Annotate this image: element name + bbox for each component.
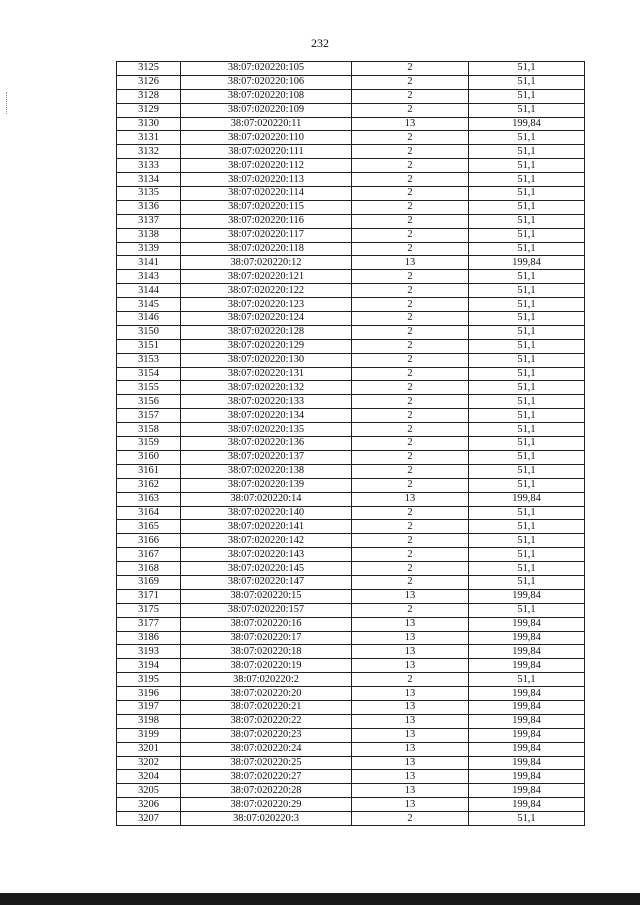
area-cell: 51,1 [469, 242, 585, 256]
row-number-cell: 3168 [117, 562, 181, 576]
area-cell: 51,1 [469, 381, 585, 395]
row-number-cell: 3126 [117, 75, 181, 89]
count-cell: 2 [352, 437, 469, 451]
count-cell: 2 [352, 89, 469, 103]
cadastral-number-cell: 38:07:020220:121 [181, 270, 352, 284]
area-cell: 51,1 [469, 200, 585, 214]
cadastral-number-cell: 38:07:020220:20 [181, 687, 352, 701]
count-cell: 2 [352, 381, 469, 395]
count-cell: 2 [352, 409, 469, 423]
area-cell: 199,84 [469, 617, 585, 631]
count-cell: 13 [352, 756, 469, 770]
table-row [117, 62, 585, 76]
area-cell: 199,84 [469, 645, 585, 659]
cadastral-number-cell: 38:07:020220:112 [181, 159, 352, 173]
area-cell: 51,1 [469, 450, 585, 464]
table-row [117, 131, 585, 145]
row-number-cell: 3199 [117, 728, 181, 742]
table-row [117, 728, 585, 742]
area-cell: 51,1 [469, 173, 585, 187]
cadastral-number-cell: 38:07:020220:137 [181, 450, 352, 464]
cadastral-number-cell: 38:07:020220:105 [181, 62, 352, 76]
area-cell: 51,1 [469, 353, 585, 367]
count-cell: 2 [352, 173, 469, 187]
cadastral-number-cell: 38:07:020220:124 [181, 312, 352, 326]
row-number-cell: 3194 [117, 659, 181, 673]
count-cell: 2 [352, 575, 469, 589]
count-cell: 13 [352, 784, 469, 798]
table-row [117, 631, 585, 645]
count-cell: 2 [352, 75, 469, 89]
area-cell: 51,1 [469, 228, 585, 242]
cadastral-number-cell: 38:07:020220:21 [181, 700, 352, 714]
count-cell: 2 [352, 464, 469, 478]
row-number-cell: 3206 [117, 798, 181, 812]
count-cell: 2 [352, 812, 469, 826]
count-cell: 2 [352, 423, 469, 437]
area-cell: 199,84 [469, 700, 585, 714]
area-cell: 199,84 [469, 659, 585, 673]
area-cell: 51,1 [469, 75, 585, 89]
table-row [117, 464, 585, 478]
table-row [117, 575, 585, 589]
count-cell: 2 [352, 242, 469, 256]
count-cell: 13 [352, 492, 469, 506]
area-cell: 51,1 [469, 423, 585, 437]
row-number-cell: 3136 [117, 200, 181, 214]
count-cell: 2 [352, 131, 469, 145]
cadastral-number-cell: 38:07:020220:133 [181, 395, 352, 409]
cadastral-number-cell: 38:07:020220:18 [181, 645, 352, 659]
area-cell: 199,84 [469, 728, 585, 742]
table-row [117, 548, 585, 562]
row-number-cell: 3201 [117, 742, 181, 756]
table-row [117, 798, 585, 812]
row-number-cell: 3151 [117, 339, 181, 353]
row-number-cell: 3138 [117, 228, 181, 242]
row-number-cell: 3169 [117, 575, 181, 589]
row-number-cell: 3202 [117, 756, 181, 770]
table-row [117, 395, 585, 409]
area-cell: 51,1 [469, 298, 585, 312]
cadastral-number-cell: 38:07:020220:117 [181, 228, 352, 242]
table-row [117, 700, 585, 714]
area-cell: 51,1 [469, 812, 585, 826]
table-row [117, 812, 585, 826]
table-row [117, 117, 585, 131]
area-cell: 199,84 [469, 784, 585, 798]
row-number-cell: 3160 [117, 450, 181, 464]
area-cell: 51,1 [469, 145, 585, 159]
row-number-cell: 3153 [117, 353, 181, 367]
cadastral-number-cell: 38:07:020220:16 [181, 617, 352, 631]
cadastral-number-cell: 38:07:020220:147 [181, 575, 352, 589]
table-row [117, 228, 585, 242]
table-row [117, 312, 585, 326]
count-cell: 2 [352, 214, 469, 228]
table-row [117, 103, 585, 117]
count-cell: 2 [352, 478, 469, 492]
table-row [117, 450, 585, 464]
count-cell: 13 [352, 256, 469, 270]
row-number-cell: 3144 [117, 284, 181, 298]
count-cell: 13 [352, 687, 469, 701]
table-row [117, 478, 585, 492]
area-cell: 51,1 [469, 548, 585, 562]
table-row [117, 492, 585, 506]
row-number-cell: 3125 [117, 62, 181, 76]
table-row [117, 409, 585, 423]
area-cell: 51,1 [469, 603, 585, 617]
row-number-cell: 3150 [117, 325, 181, 339]
row-number-cell: 3137 [117, 214, 181, 228]
row-number-cell: 3130 [117, 117, 181, 131]
table-row [117, 562, 585, 576]
count-cell: 2 [352, 159, 469, 173]
cadastral-number-cell: 38:07:020220:143 [181, 548, 352, 562]
area-cell: 199,84 [469, 687, 585, 701]
table-row [117, 325, 585, 339]
count-cell: 2 [352, 228, 469, 242]
count-cell: 13 [352, 700, 469, 714]
cadastral-number-cell: 38:07:020220:27 [181, 770, 352, 784]
count-cell: 2 [352, 284, 469, 298]
area-cell: 51,1 [469, 284, 585, 298]
count-cell: 2 [352, 187, 469, 201]
area-cell: 51,1 [469, 325, 585, 339]
row-number-cell: 3145 [117, 298, 181, 312]
row-number-cell: 3166 [117, 534, 181, 548]
row-number-cell: 3162 [117, 478, 181, 492]
cadastral-number-cell: 38:07:020220:135 [181, 423, 352, 437]
cadastral-number-cell: 38:07:020220:108 [181, 89, 352, 103]
row-number-cell: 3128 [117, 89, 181, 103]
row-number-cell: 3186 [117, 631, 181, 645]
area-cell: 199,84 [469, 798, 585, 812]
area-cell: 199,84 [469, 756, 585, 770]
count-cell: 2 [352, 62, 469, 76]
cadastral-number-cell: 38:07:020220:15 [181, 589, 352, 603]
area-cell: 51,1 [469, 437, 585, 451]
table-row [117, 353, 585, 367]
cadastral-number-cell: 38:07:020220:106 [181, 75, 352, 89]
area-cell: 51,1 [469, 159, 585, 173]
table-row [117, 770, 585, 784]
cadastral-number-cell: 38:07:020220:145 [181, 562, 352, 576]
cadastral-number-cell: 38:07:020220:141 [181, 520, 352, 534]
row-number-cell: 3158 [117, 423, 181, 437]
table-row [117, 298, 585, 312]
cadastral-number-cell: 38:07:020220:128 [181, 325, 352, 339]
table-row [117, 659, 585, 673]
count-cell: 2 [352, 353, 469, 367]
count-cell: 2 [352, 548, 469, 562]
table-row [117, 242, 585, 256]
area-cell: 51,1 [469, 103, 585, 117]
area-cell: 51,1 [469, 464, 585, 478]
count-cell: 2 [352, 145, 469, 159]
area-cell: 199,84 [469, 714, 585, 728]
table-row [117, 589, 585, 603]
cadastral-number-cell: 38:07:020220:114 [181, 187, 352, 201]
area-cell: 51,1 [469, 62, 585, 76]
row-number-cell: 3139 [117, 242, 181, 256]
area-cell: 199,84 [469, 742, 585, 756]
row-number-cell: 3141 [117, 256, 181, 270]
area-cell: 51,1 [469, 312, 585, 326]
table-row [117, 603, 585, 617]
cadastral-number-cell: 38:07:020220:142 [181, 534, 352, 548]
cadastral-number-cell: 38:07:020220:123 [181, 298, 352, 312]
cadastral-number-cell: 38:07:020220:138 [181, 464, 352, 478]
row-number-cell: 3159 [117, 437, 181, 451]
table-row [117, 367, 585, 381]
cadastral-number-cell: 38:07:020220:130 [181, 353, 352, 367]
area-cell: 51,1 [469, 187, 585, 201]
row-number-cell: 3207 [117, 812, 181, 826]
cadastral-number-cell: 38:07:020220:19 [181, 659, 352, 673]
row-number-cell: 3167 [117, 548, 181, 562]
cadastral-number-cell: 38:07:020220:115 [181, 200, 352, 214]
table-row [117, 145, 585, 159]
table-row [117, 381, 585, 395]
table-row [117, 617, 585, 631]
cadastral-number-cell: 38:07:020220:11 [181, 117, 352, 131]
row-number-cell: 3175 [117, 603, 181, 617]
table-row [117, 645, 585, 659]
table-row [117, 742, 585, 756]
area-cell: 51,1 [469, 673, 585, 687]
count-cell: 13 [352, 798, 469, 812]
row-number-cell: 3195 [117, 673, 181, 687]
area-cell: 199,84 [469, 589, 585, 603]
count-cell: 2 [352, 103, 469, 117]
cadastral-number-cell: 38:07:020220:140 [181, 506, 352, 520]
row-number-cell: 3154 [117, 367, 181, 381]
area-cell: 51,1 [469, 89, 585, 103]
count-cell: 2 [352, 562, 469, 576]
table-row [117, 339, 585, 353]
area-cell: 199,84 [469, 117, 585, 131]
row-number-cell: 3143 [117, 270, 181, 284]
count-cell: 2 [352, 200, 469, 214]
area-cell: 199,84 [469, 492, 585, 506]
cadastral-number-cell: 38:07:020220:131 [181, 367, 352, 381]
cadastral-number-cell: 38:07:020220:110 [181, 131, 352, 145]
count-cell: 13 [352, 631, 469, 645]
table-row [117, 437, 585, 451]
cadastral-number-cell: 38:07:020220:12 [181, 256, 352, 270]
table-row [117, 214, 585, 228]
area-cell: 51,1 [469, 575, 585, 589]
area-cell: 51,1 [469, 131, 585, 145]
scan-bottom-edge [0, 893, 640, 905]
count-cell: 2 [352, 367, 469, 381]
table-row [117, 256, 585, 270]
area-cell: 199,84 [469, 256, 585, 270]
cadastral-table [116, 61, 585, 826]
cadastral-number-cell: 38:07:020220:134 [181, 409, 352, 423]
count-cell: 13 [352, 589, 469, 603]
cadastral-number-cell: 38:07:020220:109 [181, 103, 352, 117]
table-row [117, 200, 585, 214]
cadastral-number-cell: 38:07:020220:28 [181, 784, 352, 798]
cadastral-number-cell: 38:07:020220:122 [181, 284, 352, 298]
count-cell: 2 [352, 520, 469, 534]
area-cell: 199,84 [469, 770, 585, 784]
count-cell: 2 [352, 603, 469, 617]
row-number-cell: 3197 [117, 700, 181, 714]
cadastral-number-cell: 38:07:020220:118 [181, 242, 352, 256]
area-cell: 51,1 [469, 478, 585, 492]
row-number-cell: 3155 [117, 381, 181, 395]
cadastral-number-cell: 38:07:020220:129 [181, 339, 352, 353]
table-row [117, 520, 585, 534]
cadastral-number-cell: 38:07:020220:132 [181, 381, 352, 395]
table-row [117, 687, 585, 701]
count-cell: 2 [352, 270, 469, 284]
cadastral-number-cell: 38:07:020220:116 [181, 214, 352, 228]
table-row [117, 75, 585, 89]
row-number-cell: 3157 [117, 409, 181, 423]
area-cell: 51,1 [469, 395, 585, 409]
row-number-cell: 3133 [117, 159, 181, 173]
row-number-cell: 3134 [117, 173, 181, 187]
row-number-cell: 3146 [117, 312, 181, 326]
cadastral-number-cell: 38:07:020220:3 [181, 812, 352, 826]
table-row [117, 714, 585, 728]
row-number-cell: 3165 [117, 520, 181, 534]
area-cell: 51,1 [469, 409, 585, 423]
count-cell: 2 [352, 673, 469, 687]
table-row [117, 159, 585, 173]
count-cell: 13 [352, 117, 469, 131]
area-cell: 51,1 [469, 339, 585, 353]
cadastral-number-cell: 38:07:020220:111 [181, 145, 352, 159]
row-number-cell: 3204 [117, 770, 181, 784]
cadastral-number-cell: 38:07:020220:2 [181, 673, 352, 687]
count-cell: 2 [352, 506, 469, 520]
row-number-cell: 3196 [117, 687, 181, 701]
count-cell: 2 [352, 450, 469, 464]
row-number-cell: 3161 [117, 464, 181, 478]
cadastral-number-cell: 38:07:020220:14 [181, 492, 352, 506]
area-cell: 51,1 [469, 270, 585, 284]
area-cell: 51,1 [469, 520, 585, 534]
row-number-cell: 3131 [117, 131, 181, 145]
area-cell: 51,1 [469, 367, 585, 381]
row-number-cell: 3205 [117, 784, 181, 798]
count-cell: 13 [352, 728, 469, 742]
cadastral-number-cell: 38:07:020220:139 [181, 478, 352, 492]
area-cell: 51,1 [469, 506, 585, 520]
row-number-cell: 3198 [117, 714, 181, 728]
row-number-cell: 3156 [117, 395, 181, 409]
row-number-cell: 3171 [117, 589, 181, 603]
cadastral-number-cell: 38:07:020220:136 [181, 437, 352, 451]
table-row [117, 673, 585, 687]
table-row [117, 89, 585, 103]
table-row [117, 173, 585, 187]
row-number-cell: 3135 [117, 187, 181, 201]
count-cell: 2 [352, 339, 469, 353]
count-cell: 13 [352, 770, 469, 784]
count-cell: 2 [352, 312, 469, 326]
count-cell: 13 [352, 645, 469, 659]
count-cell: 2 [352, 325, 469, 339]
area-cell: 51,1 [469, 562, 585, 576]
table-row [117, 270, 585, 284]
row-number-cell: 3193 [117, 645, 181, 659]
area-cell: 199,84 [469, 631, 585, 645]
row-number-cell: 3129 [117, 103, 181, 117]
table-row [117, 756, 585, 770]
cadastral-number-cell: 38:07:020220:17 [181, 631, 352, 645]
count-cell: 13 [352, 714, 469, 728]
count-cell: 13 [352, 659, 469, 673]
table-row [117, 784, 585, 798]
area-cell: 51,1 [469, 534, 585, 548]
row-number-cell: 3177 [117, 617, 181, 631]
table-row [117, 187, 585, 201]
table-row [117, 423, 585, 437]
table-row [117, 506, 585, 520]
row-number-cell: 3164 [117, 506, 181, 520]
area-cell: 51,1 [469, 214, 585, 228]
page-number: 232 [311, 36, 329, 50]
scan-edge-mark [6, 92, 8, 114]
count-cell: 13 [352, 742, 469, 756]
cadastral-number-cell: 38:07:020220:113 [181, 173, 352, 187]
cadastral-number-cell: 38:07:020220:23 [181, 728, 352, 742]
row-number-cell: 3132 [117, 145, 181, 159]
cadastral-number-cell: 38:07:020220:29 [181, 798, 352, 812]
cadastral-number-cell: 38:07:020220:22 [181, 714, 352, 728]
cadastral-number-cell: 38:07:020220:24 [181, 742, 352, 756]
count-cell: 2 [352, 395, 469, 409]
cadastral-number-cell: 38:07:020220:25 [181, 756, 352, 770]
count-cell: 2 [352, 298, 469, 312]
cadastral-number-cell: 38:07:020220:157 [181, 603, 352, 617]
row-number-cell: 3163 [117, 492, 181, 506]
table-row [117, 284, 585, 298]
count-cell: 13 [352, 617, 469, 631]
table-row [117, 534, 585, 548]
table-body [117, 62, 585, 826]
count-cell: 2 [352, 534, 469, 548]
